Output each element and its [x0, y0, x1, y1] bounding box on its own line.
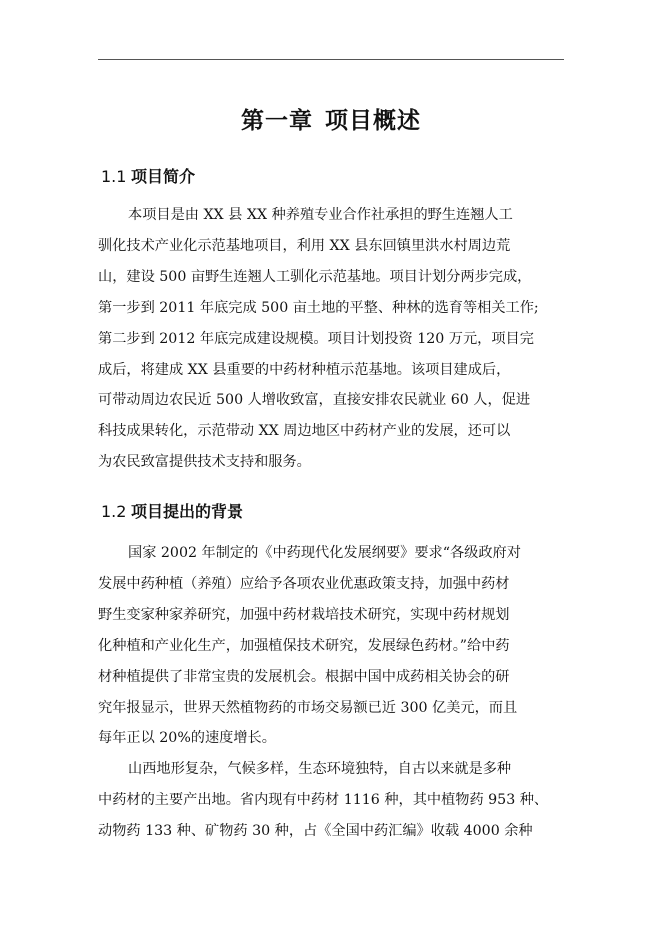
section-heading-1-1 — [101, 165, 195, 189]
paragraph-line: 成后，将建成 XX 县重要的中药材种植示范基地。该项目建成后， — [98, 361, 511, 378]
paragraph-line: 每年正以 20%的速度增长。 — [98, 730, 276, 747]
paragraph-line: 国家 2002 年制定的《中药现代化发展纲要》要求“各级政府对 — [128, 545, 521, 561]
section-number: 1.1 — [101, 167, 127, 186]
section-title: 项目简介 — [131, 167, 196, 186]
paragraph-line: 山，建设 500 亩野生连翘人工驯化示范基地。项目计划分两步完成， — [98, 268, 532, 285]
paragraph-line: 究年报显示，世界天然植物药的市场交易额已近 300 亿美元，而且 — [98, 699, 518, 716]
paragraph-shanxi — [98, 754, 568, 847]
chapter-title — [98, 104, 564, 138]
paragraph-line: 为农民致富提供技术支持和服务。 — [98, 454, 311, 471]
paragraph-line: 发展中药种植（养殖）应给予各项农业优惠政策支持，加强中药材 — [98, 575, 510, 592]
paragraph-line: 第二步到 2012 年底完成建设规模。项目计划投资 120 万元，项目完 — [98, 330, 534, 347]
paragraph-line: 材种植提供了非常宝贵的发展机会。根据中国中成药相关协会的研 — [98, 668, 510, 685]
paragraph-line: 中药材的主要产出地。省内现有中药材 1116 种，其中植物药 953 种、 — [98, 791, 549, 808]
paragraph-line: 驯化技术产业化示范基地项目，利用 XX 县东回镇里洪水村周边荒 — [98, 237, 511, 254]
paragraph-line: 科技成果转化，示范带动 XX 周边地区中药材产业的发展，还可以 — [98, 423, 511, 440]
paragraph-line: 可带动周边农民近 500 人增收致富，直接安排农民就业 60 人，促进 — [98, 392, 531, 409]
paragraph-line: 动物药 133 种、矿物药 30 种，占《全国中药汇编》收载 4000 余种 — [98, 822, 533, 839]
section-number: 1.2 — [101, 502, 127, 521]
header-rule — [98, 59, 564, 60]
paragraph-line: 第一步到 2011 年底完成 500 亩土地的平整、种林的选育等相关工作; — [98, 299, 539, 316]
paragraph-line: 本项目是由 XX 县 XX 种养殖专业合作社承担的野生连翘人工 — [128, 207, 513, 223]
section-heading-1-2 — [101, 500, 243, 524]
chapter-title-text: 项目概述 — [325, 108, 421, 134]
paragraph-line: 野生变家种家养研究，加强中药材栽培技术研究，实现中药材规划 — [98, 606, 510, 623]
paragraph-project-intro — [98, 200, 568, 478]
section-title: 项目提出的背景 — [131, 502, 244, 521]
paragraph-background — [98, 538, 568, 754]
paragraph-line: 山西地形复杂，气候多样，生态环境独特，自古以来就是多种 — [128, 761, 512, 777]
paragraph-line: 化种植和产业化生产，加强植保技术研究，发展绿色药材。”给中药 — [98, 637, 510, 654]
chapter-label: 第一章 — [241, 108, 313, 134]
